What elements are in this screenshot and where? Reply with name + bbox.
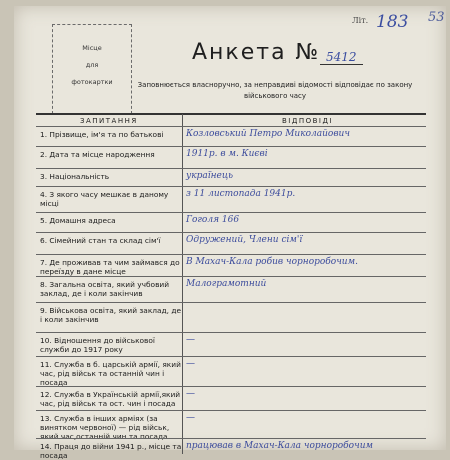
photo-label-line2: для	[85, 61, 99, 69]
question-label: 7. Де проживав та чим займався до переїзду в дане місце	[40, 258, 180, 276]
question-label: 6. Сімейний стан та склад сім'ї	[40, 236, 161, 245]
column-header-answer: ВІДПОВІДІ	[282, 117, 334, 125]
form-row	[36, 146, 426, 169]
question-label: 8. Загальна освіта, який учбовий заклад, де і коли закінчив	[40, 280, 170, 298]
answer-text: —	[186, 359, 195, 369]
question-label: 11. Служба в б. царській армії, який час, рід військ та останній чин і посада	[40, 360, 181, 387]
header-divider	[36, 113, 426, 115]
form-row	[36, 332, 426, 357]
form-number: 5412	[320, 50, 363, 65]
lit-number: 183	[376, 12, 409, 32]
form-row	[36, 168, 426, 187]
form-row	[36, 232, 426, 255]
answer-text: Козловський Петро Миколайович	[186, 129, 350, 139]
photo-label-line1: Місце	[82, 44, 102, 52]
answer-text: 1911р. в м. Києві	[186, 149, 268, 159]
question-label: 10. Відношення до військової служби до 1917 року	[40, 336, 155, 354]
question-label: 9. Військова освіта, який заклад, де і коли закінчив	[40, 306, 181, 324]
lit-label: Літ.	[352, 16, 369, 25]
answer-text: В Махач-Кала робив чорноробочим.	[186, 257, 358, 267]
corner-number: 53	[428, 10, 445, 25]
form-row	[36, 438, 426, 459]
form-row	[36, 254, 426, 277]
answer-text: працював в Махач-Кала чорноробочим	[186, 441, 373, 451]
form-row	[36, 276, 426, 303]
form-row	[36, 186, 426, 213]
form-row	[36, 302, 426, 333]
question-label: 1. Прізвище, ім'я та по батькові	[40, 130, 164, 139]
answer-text: Одружений, Члени сім'ї	[186, 235, 303, 245]
answer-text: —	[186, 389, 195, 399]
question-label: 4. З якого часу мешкає в даному місці	[40, 190, 169, 208]
question-label: 12. Служба в Українській армії,який час, рід військ та ост. чин і посада	[40, 390, 181, 408]
question-label: 5. Домашня адреса	[40, 216, 116, 225]
question-label: 3. Національність	[40, 172, 110, 181]
answer-text: українець	[186, 171, 234, 181]
form-row	[36, 212, 426, 233]
answer-text: Гоголя 166	[186, 215, 240, 225]
answer-text: —	[186, 335, 195, 345]
answer-text: з 11 листопада 1941р.	[186, 189, 296, 199]
answer-text: —	[186, 413, 195, 423]
column-header-question: ЗАПИТАННЯ	[80, 117, 138, 125]
photo-placeholder	[52, 24, 132, 114]
form-row	[36, 386, 426, 411]
form-subtitle: Заповнюється власноручно, за неправдиві відомості відповідає по закону військового часу	[137, 81, 413, 100]
form-row	[36, 410, 426, 439]
question-label: 13. Служба в інших арміях (за винятком червоної) — рід військ, який час,останній чин та посада	[40, 414, 170, 441]
question-label: 14. Праця до війни 1941 р., місце та посада	[40, 442, 182, 460]
answer-text: Малограмотний	[186, 279, 267, 289]
photo-label-line3: фотокартки	[71, 78, 113, 86]
form-row	[36, 126, 426, 147]
form-row	[36, 356, 426, 387]
form-title: Анкета №	[192, 40, 321, 65]
question-label: 2. Дата та місце народження	[40, 150, 155, 159]
